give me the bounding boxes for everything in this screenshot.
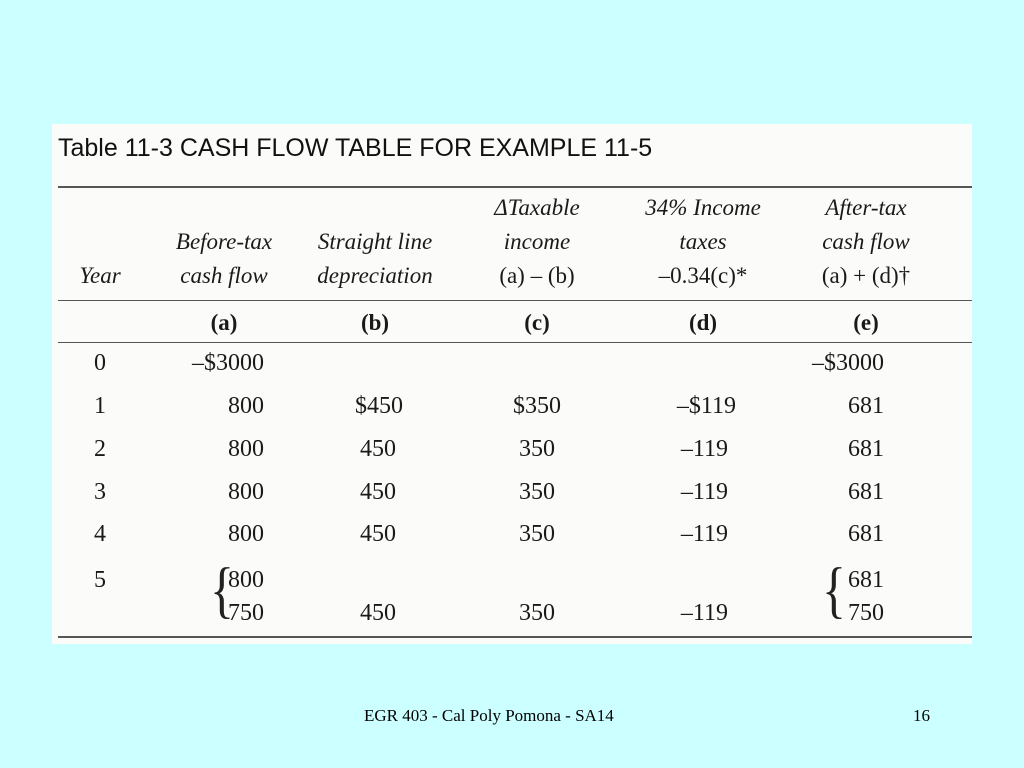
top-rule <box>58 186 972 188</box>
table-title: Table 11-3 CASH FLOW TABLE FOR EXAMPLE 11-5 <box>58 134 653 162</box>
cell-before-tax: 800 <box>228 567 264 593</box>
footer-text: EGR 403 - Cal Poly Pomona - SA14 <box>364 706 614 725</box>
cell-year: 3 <box>94 479 106 505</box>
cell-depreciation: 450 <box>360 436 396 462</box>
header-year: Year <box>79 263 121 288</box>
cell-after-tax: 681 <box>848 567 884 593</box>
header-depreciation: Straight line depreciation <box>317 229 433 288</box>
subheader-rule <box>58 342 972 343</box>
cell-before-tax: 800 <box>228 521 264 547</box>
cell-after-tax: 681 <box>848 436 884 462</box>
cell-year: 5 <box>94 567 106 593</box>
header-income-taxes: 34% Income taxes –0.34(c)* <box>645 195 761 288</box>
cell-after-tax: 681 <box>848 393 884 419</box>
cell-year: 0 <box>94 350 106 376</box>
cell-before-tax: 800 <box>228 479 264 505</box>
header-before-tax: Before-tax cash flow <box>175 229 273 288</box>
bottom-rule <box>58 636 972 638</box>
cell-after-tax: 681 <box>848 479 884 505</box>
subheader-c: (c) <box>524 310 550 335</box>
cell-before-tax: 800 <box>228 393 264 419</box>
cell-before-tax: 750 <box>228 600 264 626</box>
cell-taxable-income: 350 <box>519 521 555 547</box>
header-taxable-income: ΔTaxable income (a) – (b) <box>494 195 580 288</box>
cell-taxable-income: 350 <box>519 479 555 505</box>
cell-income-taxes: –119 <box>680 600 728 626</box>
header-rule <box>58 300 972 301</box>
cell-before-tax: –$3000 <box>192 350 264 376</box>
cell-after-tax: 750 <box>848 600 884 626</box>
cell-income-taxes: –119 <box>680 436 728 462</box>
cell-after-tax: –$3000 <box>812 350 884 376</box>
cell-year: 2 <box>94 436 106 462</box>
cell-income-taxes: –119 <box>680 521 728 547</box>
cell-depreciation: 450 <box>360 600 396 626</box>
subheader-e: (e) <box>853 310 879 335</box>
header-after-tax: After-tax cash flow (a) + (d)† <box>821 195 911 288</box>
page-number: 16 <box>913 706 930 725</box>
cell-depreciation: $450 <box>355 393 403 419</box>
cell-year: 4 <box>94 521 106 547</box>
cell-taxable-income: $350 <box>513 393 561 419</box>
left-brace-a: { <box>210 554 234 625</box>
cell-depreciation: 450 <box>360 521 396 547</box>
cell-taxable-income: 350 <box>519 436 555 462</box>
cell-depreciation: 450 <box>360 479 396 505</box>
cell-income-taxes: –119 <box>680 479 728 505</box>
table-image <box>52 124 972 644</box>
cell-year: 1 <box>94 393 106 419</box>
cell-after-tax: 681 <box>848 521 884 547</box>
left-brace-e: { <box>822 554 846 625</box>
cell-income-taxes: –$119 <box>676 393 736 419</box>
subheader-a: (a) <box>210 310 238 335</box>
cell-taxable-income: 350 <box>519 600 555 626</box>
subheader-b: (b) <box>360 310 390 335</box>
cell-before-tax: 800 <box>228 436 264 462</box>
subheader-d: (d) <box>688 310 718 335</box>
